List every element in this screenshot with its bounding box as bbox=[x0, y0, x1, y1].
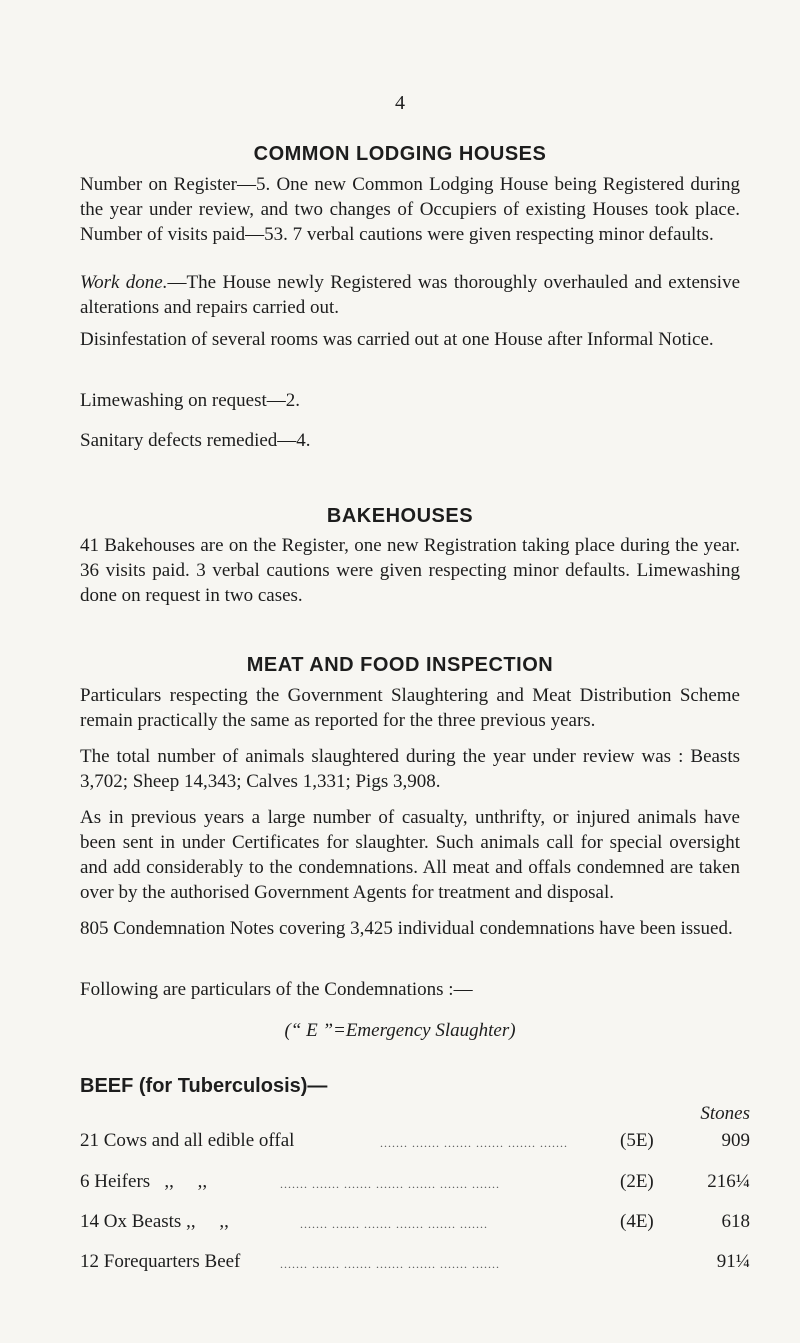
row-description: 21 Cows and all edible offal bbox=[80, 1130, 295, 1151]
meat-paragraph-5: Following are particulars of the Condemnations :— bbox=[80, 979, 473, 1000]
row-value: 909 bbox=[721, 1130, 750, 1151]
page-number: 4 bbox=[395, 92, 405, 114]
leader-dots: ....... ....... ....... ....... ....... ....... bbox=[380, 1136, 568, 1150]
clh-paragraph-4: Limewashing on request—2. bbox=[80, 390, 301, 411]
clh-paragraph-5: Sanitary defects remedied—4. bbox=[80, 430, 311, 451]
row-value: 216¼ bbox=[707, 1171, 750, 1192]
row-description: 6 Heifers ,, ,, bbox=[80, 1171, 208, 1192]
row-value: 91¼ bbox=[716, 1251, 750, 1272]
clh-paragraph-2 bbox=[80, 270, 740, 320]
bakehouses-paragraph: 41 Bakehouses are on the Register, one new Registration taking place during the year. 36 visits paid. 3 verbal cautions were given respecting minor defaults. Limewashing done on request in two cases. bbox=[80, 535, 740, 606]
emergency-note: (“ E ”=Emergency Slaughter) bbox=[284, 1020, 516, 1041]
row-code: (5E) bbox=[620, 1130, 654, 1151]
leader-dots: ....... ....... ....... ....... ....... ....... ....... bbox=[280, 1257, 500, 1271]
meat-paragraph-3: As in previous years a large number of casualty, unthrifty, or injured animals have been sent in under Certificates for slaughter. Such animals call for special oversight and add considerably to the condemnations. All meat and offals condemned are taken over by the authorised Government Agents for treatment and disposal. bbox=[80, 807, 740, 903]
leader-dots: ....... ....... ....... ....... ....... ....... bbox=[300, 1217, 488, 1231]
units-header: Stones bbox=[700, 1103, 750, 1124]
table-row bbox=[80, 1130, 750, 1156]
heading-meat-and-food-inspection: MEAT AND FOOD INSPECTION bbox=[246, 654, 554, 676]
work-done-text: —The House newly Registered was thoroughly overhauled and extensive alterations and repairs carried out. bbox=[80, 272, 741, 318]
heading-common-lodging-houses: COMMON LODGING HOUSES bbox=[253, 143, 547, 165]
heading-beef: BEEF (for Tuberculosis)— bbox=[80, 1075, 328, 1097]
clh-paragraph-3: Disinfestation of several rooms was carried out at one House after Informal Notice. bbox=[80, 329, 714, 350]
table-row bbox=[80, 1211, 750, 1237]
leader-dots: ....... ....... ....... ....... ....... ....... ....... bbox=[280, 1177, 500, 1191]
row-value: 618 bbox=[721, 1211, 750, 1232]
clh-paragraph-1: Number on Register—5. One new Common Lodging House being Registered during the year under review, and two changes of Occupiers of existing Houses took place. Number of visits paid—53. 7 verbal cautions were given respecting minor defaults. bbox=[80, 174, 740, 245]
row-code: (4E) bbox=[620, 1211, 654, 1232]
table-row bbox=[80, 1171, 750, 1197]
row-code: (2E) bbox=[620, 1171, 654, 1192]
heading-bakehouses: BAKEHOUSES bbox=[326, 505, 474, 527]
meat-paragraph-1: Particulars respecting the Government Slaughtering and Meat Distribution Scheme remain practically the same as reported for the three previous years. bbox=[80, 685, 740, 731]
row-description: 14 Ox Beasts ,, ,, bbox=[80, 1211, 229, 1232]
row-description: 12 Forequarters Beef bbox=[80, 1251, 241, 1272]
meat-paragraph-4: 805 Condemnation Notes covering 3,425 individual condemnations have been issued. bbox=[80, 918, 733, 939]
meat-paragraph-2: The total number of animals slaughtered during the year under review was : Beasts 3,702; Sheep 14,343; Calves 1,331; Pigs 3,908. bbox=[80, 746, 740, 792]
work-done-label: Work done. bbox=[80, 272, 168, 293]
table-row bbox=[80, 1251, 750, 1277]
